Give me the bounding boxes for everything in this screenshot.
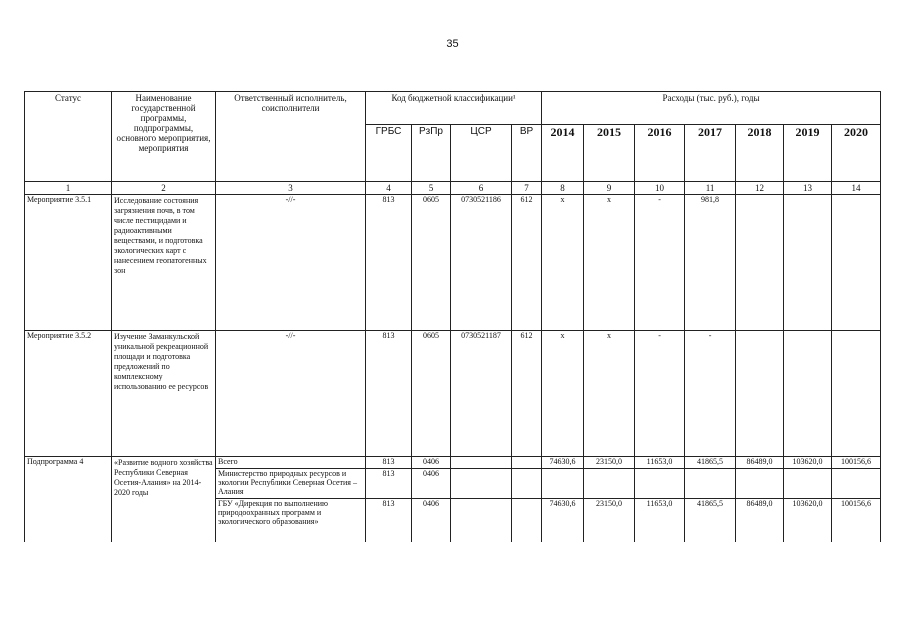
subprogram-value xyxy=(584,469,635,499)
column-number: 12 xyxy=(736,182,784,195)
subprogram-executor: Всего xyxy=(216,457,366,469)
subprogram-status: Подпрограмма 4 xyxy=(25,457,112,542)
row-value: х xyxy=(542,331,584,457)
header-grbs: ГРБС xyxy=(366,125,412,182)
column-number: 11 xyxy=(685,182,736,195)
row-rzpr: 0605 xyxy=(412,195,451,331)
row-value xyxy=(784,195,832,331)
header-vr: ВР xyxy=(512,125,542,182)
subprogram-value xyxy=(736,469,784,499)
subprogram-value: 103620,0 xyxy=(784,499,832,542)
row-grbs: 813 xyxy=(366,195,412,331)
column-number: 8 xyxy=(542,182,584,195)
subprogram-value: 23150,0 xyxy=(584,457,635,469)
row-executor: -//- xyxy=(216,195,366,331)
row-grbs: 813 xyxy=(366,331,412,457)
subprogram-value: 11653,0 xyxy=(635,457,685,469)
column-number-row xyxy=(25,182,881,195)
subprogram-vr xyxy=(512,469,542,499)
row-vr: 612 xyxy=(512,331,542,457)
subprogram-value xyxy=(784,469,832,499)
column-number: 9 xyxy=(584,182,635,195)
header-row-top xyxy=(25,92,881,125)
subprogram-value: 41865,5 xyxy=(685,499,736,542)
header-rzpr: РзПр xyxy=(412,125,451,182)
row-value: 981,8 xyxy=(685,195,736,331)
subprogram-executor: Министерство природных ресурсов и экологии Республики Северная Осетия – Алания xyxy=(216,469,366,499)
subprogram-value xyxy=(635,469,685,499)
row-csr: 0730521187 xyxy=(451,331,512,457)
column-number: 13 xyxy=(784,182,832,195)
header-year: 2017 xyxy=(685,125,736,182)
subprogram-value: 100156,6 xyxy=(832,499,881,542)
header-budget-code: Код бюджетной классификации¹ xyxy=(366,92,542,125)
table-row xyxy=(25,331,881,457)
header-year: 2020 xyxy=(832,125,881,182)
subprogram-grbs: 813 xyxy=(366,499,412,542)
row-value: х xyxy=(584,195,635,331)
row-value xyxy=(832,331,881,457)
header-year: 2015 xyxy=(584,125,635,182)
row-status: Мероприятие 3.5.2 xyxy=(25,331,112,457)
table-row xyxy=(25,195,881,331)
column-number: 1 xyxy=(25,182,112,195)
header-executor: Ответственный исполнитель, соисполнители xyxy=(216,92,366,182)
column-number: 3 xyxy=(216,182,366,195)
column-number: 10 xyxy=(635,182,685,195)
row-executor: -//- xyxy=(216,331,366,457)
subprogram-value xyxy=(542,469,584,499)
row-name: Исследование состояния загрязнения почв, в том числе пестицидами и радиоактивными веществами, и подготовка экологических карт с нанесением геопатогенных зон xyxy=(112,195,216,331)
page-number: 35 xyxy=(446,38,459,50)
subprogram-name: «Развитие водного хозяйства Республики Северная Осетия-Алания» на 2014-2020 годы xyxy=(112,457,216,542)
subprogram-value xyxy=(832,469,881,499)
row-value xyxy=(736,195,784,331)
row-value xyxy=(784,331,832,457)
row-csr: 0730521186 xyxy=(451,195,512,331)
row-vr: 612 xyxy=(512,195,542,331)
row-name: Изучение Заманкульской уникальной рекреационной площади и подготовка предложений по комплексному использованию ее ресурсов xyxy=(112,331,216,457)
row-rzpr: 0605 xyxy=(412,331,451,457)
row-value: - xyxy=(635,195,685,331)
column-number: 7 xyxy=(512,182,542,195)
subprogram-row-total xyxy=(25,457,881,469)
row-value: х xyxy=(542,195,584,331)
subprogram-vr xyxy=(512,457,542,469)
subprogram-value: 74630,6 xyxy=(542,457,584,469)
subprogram-csr xyxy=(451,457,512,469)
header-status: Статус xyxy=(25,92,112,182)
row-value: - xyxy=(685,331,736,457)
subprogram-value: 100156,6 xyxy=(832,457,881,469)
header-year: 2014 xyxy=(542,125,584,182)
row-value: - xyxy=(635,331,685,457)
header-year: 2018 xyxy=(736,125,784,182)
subprogram-rzpr: 0406 xyxy=(412,499,451,542)
row-value: х xyxy=(584,331,635,457)
row-status: Мероприятие 3.5.1 xyxy=(25,195,112,331)
row-value xyxy=(832,195,881,331)
subprogram-value: 74630,6 xyxy=(542,499,584,542)
column-number: 14 xyxy=(832,182,881,195)
subprogram-grbs: 813 xyxy=(366,469,412,499)
subprogram-executor: ГБУ «Дирекция по выполнению природоохранных программ и экологического образования» xyxy=(216,499,366,542)
subprogram-vr xyxy=(512,499,542,542)
subprogram-value: 86489,0 xyxy=(736,499,784,542)
header-csr: ЦСР xyxy=(451,125,512,182)
header-year: 2016 xyxy=(635,125,685,182)
column-number: 5 xyxy=(412,182,451,195)
subprogram-rzpr: 0406 xyxy=(412,457,451,469)
subprogram-value: 23150,0 xyxy=(584,499,635,542)
row-value xyxy=(736,331,784,457)
subprogram-value xyxy=(685,469,736,499)
column-number: 6 xyxy=(451,182,512,195)
header-expenses: Расходы (тыс. руб.), годы xyxy=(542,92,881,125)
subprogram-value: 86489,0 xyxy=(736,457,784,469)
subprogram-rzpr: 0406 xyxy=(412,469,451,499)
column-number: 2 xyxy=(112,182,216,195)
subprogram-grbs: 813 xyxy=(366,457,412,469)
header-name: Наименование государственной программы, подпрограммы, основного мероприятия, мероприятия xyxy=(112,92,216,182)
subprogram-csr xyxy=(451,469,512,499)
subprogram-value: 41865,5 xyxy=(685,457,736,469)
subprogram-value: 103620,0 xyxy=(784,457,832,469)
expenses-table xyxy=(24,91,881,542)
subprogram-value: 11653,0 xyxy=(635,499,685,542)
header-year: 2019 xyxy=(784,125,832,182)
column-number: 4 xyxy=(366,182,412,195)
subprogram-csr xyxy=(451,499,512,542)
